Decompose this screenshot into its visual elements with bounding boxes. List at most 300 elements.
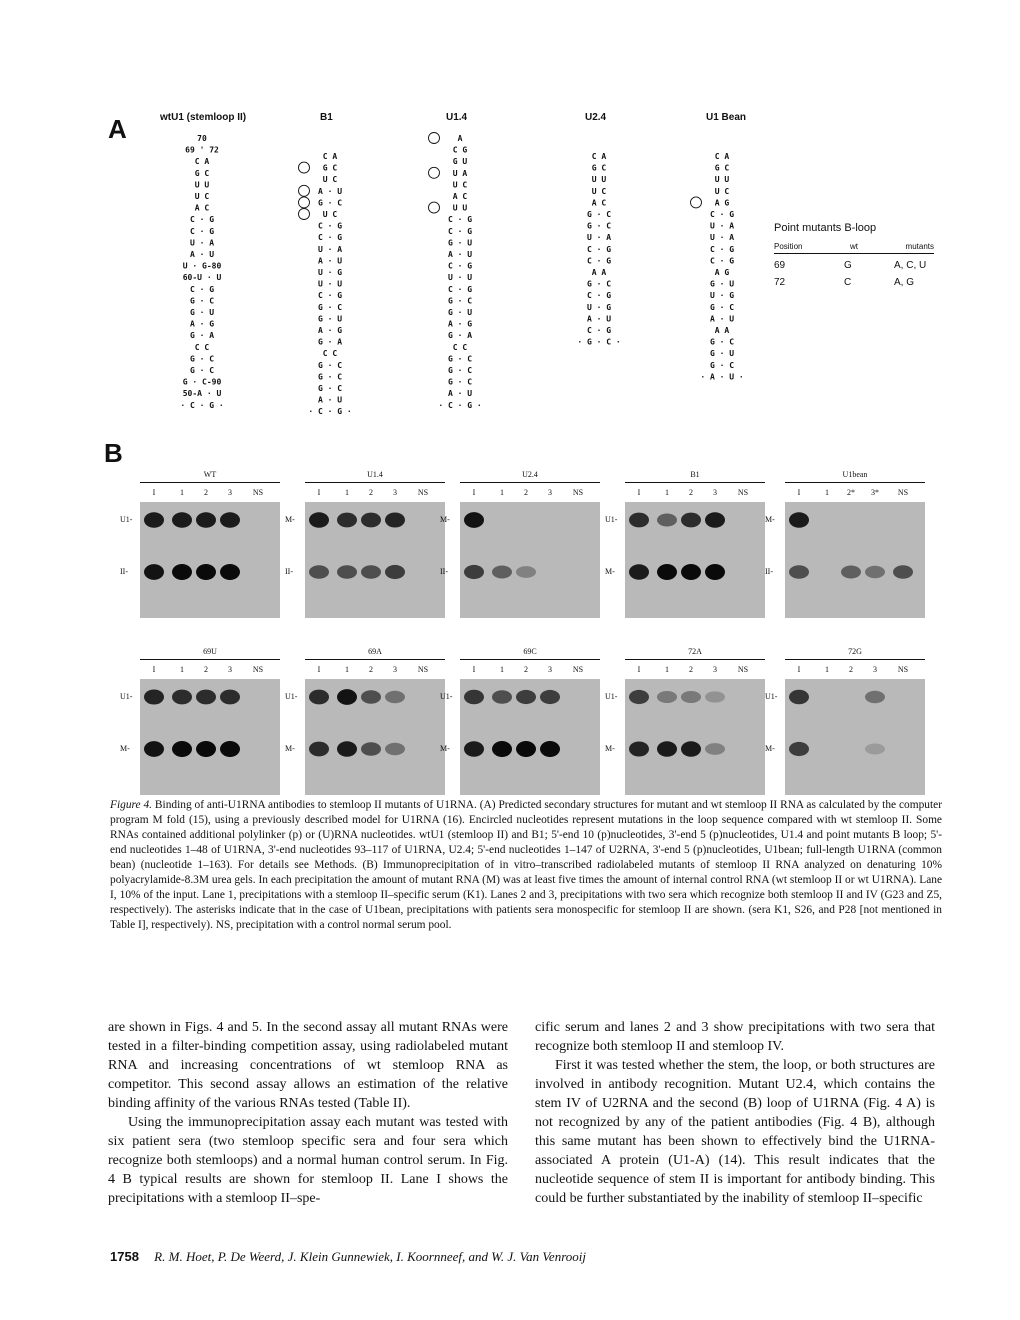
structure-row: U · U — [447, 273, 473, 283]
structure-u24 — [555, 112, 655, 422]
gel-band — [172, 512, 192, 527]
structure-row: U U — [591, 175, 607, 185]
gel-band — [492, 566, 512, 579]
structure-diagram — [672, 123, 772, 403]
structure-row: A · U — [317, 395, 343, 405]
structure-row: U · A — [317, 244, 343, 254]
body-column-left — [108, 1018, 508, 1208]
structure-row: A C — [591, 198, 607, 208]
structure-row: C · G — [709, 256, 735, 266]
structure-row: A C — [452, 192, 468, 201]
cell-position: 72 — [774, 277, 786, 288]
gel-panel — [285, 647, 445, 797]
gel-title-rule — [140, 482, 280, 483]
structure-row: · G · C · — [577, 337, 621, 347]
gel-band — [629, 690, 649, 704]
gel-panel — [765, 647, 925, 797]
gel-band — [681, 741, 701, 756]
lane-label: I — [797, 665, 801, 674]
structure-title: U1.4 — [446, 112, 468, 123]
structure-row: C · G — [586, 326, 612, 335]
gel-image — [785, 679, 925, 795]
gel-title: U1.4 — [367, 470, 383, 479]
lane-label: 2 — [524, 488, 528, 497]
lane-label: I — [317, 488, 321, 497]
structure-row: U · G — [709, 291, 735, 301]
lane-label: 2 — [849, 665, 853, 674]
gel-band — [540, 741, 560, 757]
caption-label: Figure 4. — [110, 799, 153, 811]
structure-row: 70 — [197, 134, 207, 143]
gel-band — [196, 564, 216, 580]
lane-label: 2* — [847, 488, 855, 497]
lane-label: NS — [417, 488, 429, 497]
gel-band — [220, 741, 240, 757]
lane-label: 2 — [524, 665, 528, 674]
structure-row: G · A — [317, 337, 343, 347]
gel-band — [196, 512, 216, 527]
structure-row: G · C — [317, 198, 343, 208]
lane-label: I — [472, 488, 476, 497]
structure-row: C · G — [709, 244, 735, 254]
gel-band — [172, 741, 192, 757]
gel-band — [464, 512, 484, 528]
structure-row: G · C — [586, 221, 612, 231]
paragraph: First it was tested whether the stem, the loop, or both structures are involved in antibody recognition. Mutant U2.4, which contains the stem IV of U2RNA and the second (B) loop of U1RNA (Fig. 4 A) is not recognized by any of the patient antibodies (Fig. 4 B), although this same mutant has been shown to effectively bind the U1RNA-associated A protein (U1-A) (14). This result indicates that the nucleotide sequence of stem II is important for antibody binding. This could be further substantiated by the inability of stemloop II–specific — [535, 1058, 935, 1206]
structure-row: U A — [452, 168, 468, 178]
structure-row: U · G — [317, 268, 343, 277]
gel-band — [516, 690, 536, 704]
structure-row: C C — [322, 349, 338, 359]
structure-row: U · G — [586, 302, 612, 312]
gel-band — [657, 514, 677, 527]
structure-row: C · G — [317, 221, 343, 231]
gel-title-rule — [460, 659, 600, 660]
structure-row: G · C — [447, 354, 473, 364]
structure-row: C · G — [317, 291, 343, 301]
mutation-circle — [299, 209, 310, 220]
gel-band — [705, 564, 725, 580]
structure-row: · C · G · — [308, 407, 352, 417]
gel-band — [865, 566, 885, 578]
gel-title-rule — [305, 659, 445, 660]
lane-label: 2 — [689, 665, 693, 674]
structure-row: 50-A · U — [182, 389, 222, 399]
gel-band — [789, 742, 809, 756]
lane-label: NS — [417, 665, 429, 674]
lane-label: NS — [737, 665, 749, 674]
lane-label: I — [152, 665, 156, 674]
structure-row: G · U — [709, 349, 735, 359]
mutation-circle — [691, 197, 702, 208]
gel-band — [865, 691, 885, 703]
mutation-circle — [299, 162, 310, 173]
lane-label: 1 — [500, 665, 504, 674]
gel-image — [140, 679, 280, 795]
band-marker-label: M- — [120, 744, 130, 753]
gel-title-rule — [140, 659, 280, 660]
gel-title: B1 — [690, 470, 700, 479]
mutation-circle — [429, 167, 440, 178]
structure-row: · C · G · — [180, 400, 224, 410]
gel-title: 69U — [203, 647, 217, 656]
gel-title: U1bean — [842, 470, 868, 479]
gel-band — [516, 566, 536, 578]
structure-row: C C — [194, 342, 210, 352]
structure-row: U C — [322, 175, 338, 185]
paragraph: are shown in Figs. 4 and 5. In the second assay all mutant RNAs were tested in a filter-binding competition assay, using radiolabeled mutant RNA and increasing concentrations of wt stemloop RNA as competitor. This second assay allows an estimation of the relative binding affinity of the various RNAs tested (Table II). — [108, 1020, 508, 1111]
gel-band — [789, 690, 809, 705]
structure-row: G · C — [447, 366, 473, 375]
gel-title: 69C — [523, 647, 537, 656]
band-marker-label: U1- — [285, 692, 298, 701]
gel-band — [361, 513, 381, 528]
structure-row: G · C — [189, 366, 215, 375]
lane-label: 3 — [873, 665, 877, 674]
page-footer — [110, 1249, 586, 1265]
lane-label: 3 — [713, 488, 717, 497]
gel-title: 72A — [688, 647, 702, 656]
lane-label: 2 — [369, 488, 373, 497]
gel-band — [385, 691, 405, 703]
lane-label: I — [152, 488, 156, 497]
gel-band — [337, 689, 357, 705]
gel-band — [196, 690, 216, 705]
gel-band — [789, 565, 809, 579]
structure-row: U C — [714, 186, 730, 196]
gel-band — [681, 691, 701, 703]
cell-wt: C — [844, 277, 852, 288]
structure-u14 — [410, 112, 520, 422]
cell-mutants: A, G — [894, 277, 915, 288]
gel-image — [625, 502, 765, 618]
band-marker-label: M- — [440, 515, 450, 524]
structure-row: U · A — [709, 221, 735, 231]
band-marker-label: II- — [765, 567, 773, 576]
gel-panel — [605, 647, 765, 797]
structure-row: G · C — [586, 279, 612, 289]
band-marker-label: M- — [765, 744, 775, 753]
structure-row: G · U — [447, 238, 473, 248]
structure-row: G · C — [709, 302, 735, 312]
authors: R. M. Hoet, P. De Weerd, J. Klein Gunnewiek, I. Koornneef, and W. J. Van Venrooij — [154, 1249, 586, 1264]
gel-band — [681, 513, 701, 528]
structure-row: G U — [452, 157, 468, 167]
lane-label: 3* — [871, 488, 879, 497]
structure-row: A · U — [586, 314, 612, 324]
structure-row: U C — [452, 180, 468, 190]
gel-title: 69A — [368, 647, 382, 656]
gel-title: WT — [203, 470, 217, 479]
gel-title-rule — [460, 482, 600, 483]
lane-label: 1 — [180, 665, 184, 674]
structure-row: A G — [714, 268, 730, 277]
lane-label: 3 — [228, 665, 232, 674]
gel-band — [144, 564, 164, 580]
structure-b1 — [290, 112, 390, 422]
band-marker-label: II- — [285, 567, 293, 576]
lane-label: NS — [572, 488, 584, 497]
gel-band — [464, 741, 484, 756]
gel-title-rule — [305, 482, 445, 483]
structure-row: A · U — [447, 389, 473, 399]
band-marker-label: II- — [120, 567, 128, 576]
structure-row: U C — [591, 186, 607, 196]
gel-band — [385, 743, 405, 755]
gel-band — [144, 741, 164, 757]
gel-band — [309, 565, 329, 579]
structure-row: U C — [322, 210, 338, 219]
structure-row: 60-U · U — [182, 273, 222, 283]
structure-row: U U — [452, 203, 468, 213]
band-marker-label: U1- — [605, 515, 618, 524]
point-mutants-title: Point mutants B-loop — [774, 222, 877, 234]
gel-band — [220, 512, 240, 527]
structure-row: C · G — [586, 256, 612, 266]
gel-band — [629, 741, 649, 756]
lane-label: NS — [252, 488, 264, 497]
band-marker-label: M- — [285, 744, 295, 753]
structure-row: G · U — [447, 308, 473, 317]
gel-panel — [605, 470, 765, 620]
structure-row: A A — [714, 326, 730, 335]
gel-band — [657, 691, 677, 703]
gel-band — [220, 690, 240, 705]
structure-row: C · G — [447, 261, 473, 271]
structure-row: C A — [322, 152, 338, 161]
gel-band — [492, 690, 512, 704]
band-marker-label: M- — [765, 515, 775, 524]
structure-row: G C — [194, 168, 210, 178]
lane-label: NS — [737, 488, 749, 497]
gel-band — [309, 690, 329, 705]
structure-diagram — [290, 123, 390, 423]
lane-label: NS — [897, 488, 909, 497]
gel-image — [625, 679, 765, 795]
mutation-circle — [429, 202, 440, 213]
band-marker-label: U1- — [765, 692, 778, 701]
lane-label: I — [472, 665, 476, 674]
gel-image — [305, 679, 445, 795]
gel-band — [144, 512, 164, 527]
lane-label: NS — [252, 665, 264, 674]
gel-band — [337, 741, 357, 756]
gel-band — [385, 512, 405, 527]
structure-row: A · U — [189, 250, 215, 259]
structure-row: C · G — [189, 284, 215, 294]
structure-title: wtU1 (stemloop II) — [160, 112, 247, 123]
gel-band — [361, 742, 381, 756]
gel-band — [144, 689, 164, 704]
lane-label: 2 — [204, 488, 208, 497]
lane-label: I — [637, 488, 641, 497]
gel-band — [385, 565, 405, 579]
structure-row: G · C — [709, 337, 735, 347]
structure-row: G · C — [317, 384, 343, 393]
structure-row: C · G — [709, 210, 735, 219]
gel-title: 72G — [848, 647, 862, 656]
gel-panel — [765, 470, 925, 620]
structure-row: G C — [591, 163, 607, 173]
structure-row: A · G — [447, 319, 473, 329]
panel-b-label: B — [104, 438, 123, 468]
mutation-circle — [299, 197, 310, 208]
lane-label: 1 — [825, 488, 829, 497]
body-column-right — [535, 1018, 935, 1208]
structure-row: · C · G · — [438, 400, 482, 410]
structure-row: G · C — [317, 360, 343, 370]
lane-label: 1 — [345, 665, 349, 674]
structure-title: U2.4 — [585, 112, 607, 123]
gel-band — [172, 690, 192, 705]
gel-band — [464, 690, 484, 705]
gel-band — [705, 691, 725, 702]
gel-image — [785, 502, 925, 618]
cell-mutants: A, C, U — [894, 260, 927, 271]
structure-row: A · U — [447, 250, 473, 259]
mutation-circle — [299, 185, 310, 196]
gel-band — [361, 690, 381, 704]
lane-label: 1 — [345, 488, 349, 497]
lane-label: 3 — [548, 665, 552, 674]
structure-row: G · C — [317, 372, 343, 382]
structure-row: C · G — [189, 215, 215, 225]
structure-row: G · U — [189, 308, 215, 317]
gel-panel — [285, 470, 445, 620]
gel-title-rule — [785, 659, 925, 660]
lane-label: 3 — [228, 488, 232, 497]
lane-label: I — [317, 665, 321, 674]
gel-panel — [440, 470, 600, 620]
structure-row: U U — [194, 180, 210, 190]
structure-row: A A — [591, 268, 607, 277]
gel-band — [629, 513, 649, 528]
structure-diagram — [160, 123, 270, 423]
structure-row: C · G — [189, 226, 215, 236]
lane-label: 1 — [500, 488, 504, 497]
lane-label: 1 — [180, 488, 184, 497]
gel-band — [337, 565, 357, 579]
structure-row: U · U — [317, 279, 343, 289]
structure-row: A — [457, 134, 463, 143]
gel-band — [196, 741, 216, 757]
gel-band — [681, 564, 701, 580]
gel-image — [305, 502, 445, 618]
band-marker-label: U1- — [605, 692, 618, 701]
structure-diagram — [555, 123, 655, 383]
structure-row: · A · U · — [700, 372, 744, 382]
structure-title: U1 Bean — [706, 112, 747, 123]
gel-band — [516, 741, 536, 757]
structure-row: G · C — [447, 296, 473, 306]
structure-row: C · G — [586, 291, 612, 301]
lane-label: 1 — [825, 665, 829, 674]
gel-band — [657, 564, 677, 580]
band-marker-label: II- — [440, 567, 448, 576]
caption-text: Binding of anti-U1RNA antibodies to stemloop II mutants of U1RNA. (A) Predicted secondary structures for mutant and wt stemloop II RNA as calculated by the computer program M fold (15), using a previously described model for U1RNA (16). Encircled nucleotides represent mutations in the loop sequence compared with wt stemloop II. Some RNAs contained additional polylinker (p) or (U)RNA nucleotides. wtU1 (stemloop II) and B1; 5'-end 10 (p)nucleotides, 3'-end 5 (p)nucleotides, U1.4 and point mutants B loop; 5'-end nucleotides 1–48 of U1RNA, 3'-end nucleotides 93–117 of U1RNA, U2.4; 5'-end nucleotides 1–147 of U2RNA, 3'-end 5 (p)nucleotides, U1bean; full-length U1RNA (common bean) (nucleotide 1–163). For details see Methods. (B) Immunoprecipitation of in vitro–transcribed radiolabeled mutants of stemloop II RNA analyzed on denaturing 10% polyacrylamide-8.3M urea gels. In each precipitation the amount of mutant RNA (M) was at least five times the amount of internal control RNA (wt stemloop II or wt U1RNA). Lane I, 10% of the input. Lane 1, precipitations with a stemloop II–specific serum (K1). Lanes 2 and 3, precipitations with two sera which recognize both stemloop II and IV (G23 and Z5, respectively). The asterisks indicate that in the case of U1bean, precipitations with patients sera monospecific for stemloop II are shown. (sera K1, S26, and P28 [not mentioned in Table I], respectively). NS, precipitation with a control normal serum pool. — [110, 799, 942, 931]
gel-band — [629, 564, 649, 579]
structure-row: C C — [452, 342, 468, 352]
gel-band — [893, 565, 913, 579]
band-marker-label: U1- — [120, 515, 133, 524]
structure-row: G C — [322, 163, 338, 173]
structure-row: U · A — [586, 233, 612, 243]
structure-row: G · C — [586, 210, 612, 219]
cell-wt: G — [844, 260, 852, 271]
structure-row: A · U — [709, 314, 735, 324]
gel-panel — [120, 470, 280, 620]
gel-image — [140, 502, 280, 618]
structure-row: C · G — [447, 226, 473, 236]
point-mutants-header — [774, 242, 934, 254]
structure-row: C · G — [447, 215, 473, 225]
structure-row: A · U — [317, 186, 343, 196]
structure-row: G · C — [189, 354, 215, 364]
paragraph: cific serum and lanes 2 and 3 show precipitations with two sera that recognize both stemloop II and stemloop IV. — [535, 1020, 935, 1054]
lane-label: NS — [572, 665, 584, 674]
band-marker-label: M- — [440, 744, 450, 753]
structure-u1bean — [672, 112, 772, 422]
structure-row: 69 ' 72 — [185, 145, 219, 155]
gel-band — [492, 741, 512, 757]
structure-row: C · G — [447, 284, 473, 294]
lane-label: 3 — [548, 488, 552, 497]
gel-band — [464, 565, 484, 579]
lane-label: 1 — [665, 665, 669, 674]
gel-title-rule — [785, 482, 925, 483]
panel-a-label: A — [108, 114, 127, 144]
lane-label: I — [797, 488, 801, 497]
lane-label: 2 — [689, 488, 693, 497]
header-position: Position — [774, 242, 803, 251]
gel-band — [705, 512, 725, 527]
structure-row: G · C — [709, 360, 735, 370]
structure-row: C A — [591, 152, 607, 161]
gel-image — [460, 502, 600, 618]
structure-diagram — [410, 123, 520, 423]
cell-position: 69 — [774, 260, 786, 271]
lane-label: 2 — [204, 665, 208, 674]
structure-row: U · A — [189, 238, 215, 248]
figure-caption — [110, 798, 942, 933]
lane-label: 3 — [393, 488, 397, 497]
gel-band — [309, 512, 329, 527]
structure-row: G · C — [317, 302, 343, 312]
paragraph: Using the immunoprecipitation assay each mutant was tested with six patient sera (two stemloop specific sera and four sera which recognize both stemloops) and a normal human control serum. In Fig. 4 B typical results are shown for stemloop II. Lane I shows the precipitations with a stemloop II–spe- — [108, 1115, 508, 1206]
band-marker-label: M- — [605, 744, 615, 753]
structure-row: C G — [452, 145, 468, 155]
structure-row: G · U — [709, 279, 735, 289]
band-marker-label: U1- — [440, 692, 453, 701]
structure-row: C · G — [317, 233, 343, 243]
lane-label: 1 — [665, 488, 669, 497]
gel-title-rule — [625, 659, 765, 660]
structure-row: A G — [714, 198, 730, 208]
lane-label: 3 — [713, 665, 717, 674]
structure-row: A · G — [317, 326, 343, 335]
structure-row: U · G-80 — [182, 261, 222, 271]
gel-panel — [440, 647, 600, 797]
structure-row: G · A — [447, 331, 473, 341]
gel-title-rule — [625, 482, 765, 483]
gel-band — [657, 741, 677, 756]
structure-row: A · U — [317, 256, 343, 266]
lane-label: 3 — [393, 665, 397, 674]
band-marker-label: M- — [285, 515, 295, 524]
gel-title: U2.4 — [522, 470, 538, 479]
structure-row: G · A — [189, 331, 215, 341]
header-wt: wt — [850, 242, 858, 251]
